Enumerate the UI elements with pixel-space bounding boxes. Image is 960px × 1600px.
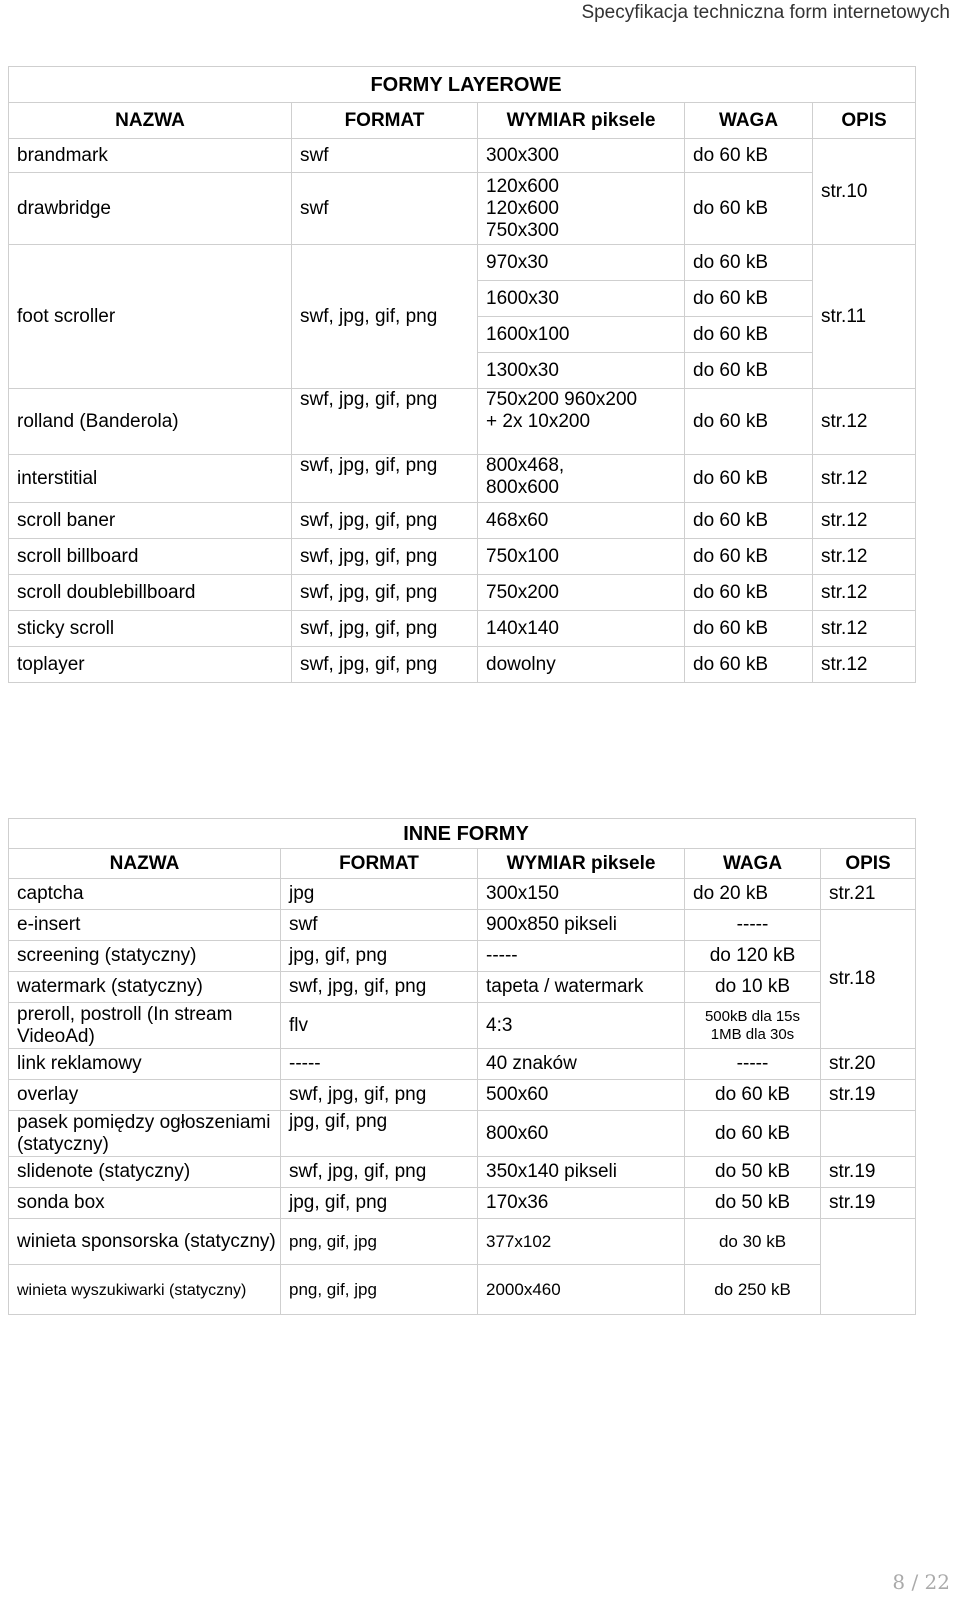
cell-nazwa: winieta sponsorska (statyczny) (9, 1219, 281, 1265)
cell-opis: str.19 (821, 1188, 916, 1219)
cell-opis: str.12 (813, 455, 916, 503)
col-header-waga: WAGA (685, 849, 821, 879)
cell-opis: str.12 (813, 389, 916, 455)
table-row (9, 941, 916, 972)
cell-format: swf (281, 910, 478, 941)
cell-waga: do 50 kB (685, 1157, 821, 1188)
cell-opis: str.21 (821, 879, 916, 910)
cell-wymiar: 468x60 (478, 503, 685, 539)
cell-wymiar: 750x100 (478, 539, 685, 575)
cell-opis: str.19 (821, 1080, 916, 1111)
cell-format: swf, jpg, gif, png (292, 539, 478, 575)
cell-wymiar: 40 znaków (478, 1049, 685, 1080)
table-row (9, 389, 916, 455)
cell-wymiar: 800x468, 800x600 (478, 455, 685, 503)
cell-opis-empty (821, 1111, 916, 1157)
cell-waga: do 50 kB (685, 1188, 821, 1219)
cell-nazwa-text: winieta wyszukiwarki (statyczny) (17, 1281, 247, 1299)
cell-waga: do 60 kB (685, 173, 813, 245)
cell-nazwa (9, 1265, 281, 1315)
cell-format: jpg, gif, png (281, 1188, 478, 1219)
cell-format: swf, jpg, gif, png (292, 575, 478, 611)
cell-waga: do 60 kB (685, 1111, 821, 1157)
cell-opis: str.12 (813, 647, 916, 683)
cell-nazwa: interstitial (9, 455, 292, 503)
cell-wymiar: 750x200 960x200 + 2x 10x200 (478, 389, 685, 455)
cell-opis: str.12 (813, 575, 916, 611)
cell-opis: str.12 (813, 539, 916, 575)
cell-waga: do 10 kB (685, 972, 821, 1003)
cell-opis: str.20 (821, 1049, 916, 1080)
cell-waga: do 60 kB (685, 1080, 821, 1111)
cell-waga: do 60 kB (685, 611, 813, 647)
cell-waga: do 60 kB (685, 317, 813, 353)
cell-waga: do 60 kB (685, 503, 813, 539)
table-row (9, 539, 916, 575)
cell-nazwa: slidenote (statyczny) (9, 1157, 281, 1188)
cell-waga: do 60 kB (685, 245, 813, 281)
cell-nazwa: preroll, postroll (In stream VideoAd) (9, 1003, 281, 1049)
cell-nazwa: overlay (9, 1080, 281, 1111)
table-row (9, 575, 916, 611)
table-row (9, 972, 916, 1003)
cell-wymiar: tapeta / watermark (478, 972, 685, 1003)
cell-waga: do 60 kB (685, 539, 813, 575)
cell-nazwa: scroll doublebillboard (9, 575, 292, 611)
table-row (9, 173, 916, 245)
col-header-nazwa: NAZWA (9, 103, 292, 139)
cell-format: png, gif, jpg (281, 1265, 478, 1315)
table-title: INNE FORMY (9, 819, 916, 849)
cell-format: swf, jpg, gif, png (281, 1157, 478, 1188)
cell-nazwa: brandmark (9, 139, 292, 173)
cell-waga: do 250 kB (685, 1265, 821, 1315)
cell-format: swf (292, 173, 478, 245)
cell-waga: do 60 kB (685, 281, 813, 317)
cell-nazwa: captcha (9, 879, 281, 910)
col-header-nazwa: NAZWA (9, 849, 281, 879)
cell-nazwa: scroll billboard (9, 539, 292, 575)
cell-nazwa: screening (statyczny) (9, 941, 281, 972)
cell-waga: do 60 kB (685, 389, 813, 455)
col-header-wymiar: WYMIAR piksele (478, 103, 685, 139)
cell-wymiar: 300x150 (478, 879, 685, 910)
cell-format: swf, jpg, gif, png (292, 455, 478, 503)
cell-waga: do 60 kB (685, 139, 813, 173)
other-forms-table (8, 818, 916, 1315)
cell-format: jpg, gif, png (281, 941, 478, 972)
cell-format: jpg (281, 879, 478, 910)
table-row (9, 1219, 916, 1265)
col-header-format: FORMAT (292, 103, 478, 139)
cell-nazwa: foot scroller (9, 245, 292, 389)
cell-format: swf (292, 139, 478, 173)
table-row (9, 1157, 916, 1188)
cell-wymiar: 120x600 120x600 750x300 (478, 173, 685, 245)
cell-format: jpg, gif, png (281, 1111, 478, 1157)
cell-format: ----- (281, 1049, 478, 1080)
cell-wymiar: ----- (478, 941, 685, 972)
cell-wymiar: 800x60 (478, 1111, 685, 1157)
cell-opis: str.18 (821, 910, 916, 1049)
cell-nazwa: drawbridge (9, 173, 292, 245)
cell-wymiar: 170x36 (478, 1188, 685, 1219)
cell-wymiar: 4:3 (478, 1003, 685, 1049)
cell-wymiar: 1600x30 (478, 281, 685, 317)
cell-wymiar: 500x60 (478, 1080, 685, 1111)
cell-nazwa: toplayer (9, 647, 292, 683)
cell-opis: str.11 (813, 245, 916, 389)
table-row (9, 139, 916, 173)
cell-opis: str.12 (813, 611, 916, 647)
cell-waga: do 60 kB (685, 647, 813, 683)
cell-format: swf, jpg, gif, png (292, 245, 478, 389)
cell-waga: do 60 kB (685, 575, 813, 611)
cell-opis: str.10 (813, 139, 916, 245)
table-row (9, 910, 916, 941)
table-row (9, 455, 916, 503)
cell-format: flv (281, 1003, 478, 1049)
cell-wymiar: 900x850 pikseli (478, 910, 685, 941)
cell-wymiar: 300x300 (478, 139, 685, 173)
col-header-wymiar: WYMIAR piksele (478, 849, 685, 879)
cell-format: swf, jpg, gif, png (292, 647, 478, 683)
page-number: 8 / 22 (892, 1570, 950, 1594)
cell-wymiar: 750x200 (478, 575, 685, 611)
cell-format: swf, jpg, gif, png (292, 503, 478, 539)
table-row (9, 1049, 916, 1080)
cell-format: swf, jpg, gif, png (281, 1080, 478, 1111)
cell-waga: do 60 kB (685, 455, 813, 503)
cell-wymiar: dowolny (478, 647, 685, 683)
cell-nazwa: scroll baner (9, 503, 292, 539)
cell-wymiar: 970x30 (478, 245, 685, 281)
cell-opis: str.12 (813, 503, 916, 539)
cell-nazwa: sonda box (9, 1188, 281, 1219)
cell-nazwa: e-insert (9, 910, 281, 941)
document-header: Specyfikacja techniczna form internetowych (581, 2, 950, 23)
cell-opis-empty (821, 1219, 916, 1315)
cell-format: swf, jpg, gif, png (281, 972, 478, 1003)
cell-waga: do 120 kB (685, 941, 821, 972)
table-row (9, 1188, 916, 1219)
cell-wymiar: 1600x100 (478, 317, 685, 353)
cell-waga: do 60 kB (685, 353, 813, 389)
cell-format: swf, jpg, gif, png (292, 611, 478, 647)
table-row (9, 647, 916, 683)
col-header-opis: OPIS (821, 849, 916, 879)
table-row (9, 1080, 916, 1111)
cell-nazwa: rolland (Banderola) (9, 389, 292, 455)
cell-wymiar: 1300x30 (478, 353, 685, 389)
table-title: FORMY LAYEROWE (9, 67, 916, 103)
table-row (9, 611, 916, 647)
table-row (9, 1265, 916, 1315)
table-row (9, 1003, 916, 1049)
cell-wymiar: 350x140 pikseli (478, 1157, 685, 1188)
table-row (9, 245, 916, 281)
cell-waga: do 30 kB (685, 1219, 821, 1265)
cell-waga: do 20 kB (685, 879, 821, 910)
cell-wymiar: 140x140 (478, 611, 685, 647)
cell-nazwa: link reklamowy (9, 1049, 281, 1080)
cell-nazwa: pasek pomiędzy ogłoszeniami (statyczny) (9, 1111, 281, 1157)
cell-opis: str.19 (821, 1157, 916, 1188)
cell-nazwa: sticky scroll (9, 611, 292, 647)
cell-wymiar: 2000x460 (478, 1265, 685, 1315)
table-row (9, 1111, 916, 1157)
cell-waga: ----- (685, 910, 821, 941)
cell-format: swf, jpg, gif, png (292, 389, 478, 455)
col-header-opis: OPIS (813, 103, 916, 139)
cell-format: png, gif, jpg (281, 1219, 478, 1265)
cell-waga: 500kB dla 15s 1MB dla 30s (685, 1003, 821, 1049)
cell-waga: ----- (685, 1049, 821, 1080)
cell-nazwa: watermark (statyczny) (9, 972, 281, 1003)
layer-forms-table (8, 66, 916, 683)
col-header-waga: WAGA (685, 103, 813, 139)
col-header-format: FORMAT (281, 849, 478, 879)
table-row (9, 503, 916, 539)
cell-wymiar: 377x102 (478, 1219, 685, 1265)
table-row (9, 879, 916, 910)
